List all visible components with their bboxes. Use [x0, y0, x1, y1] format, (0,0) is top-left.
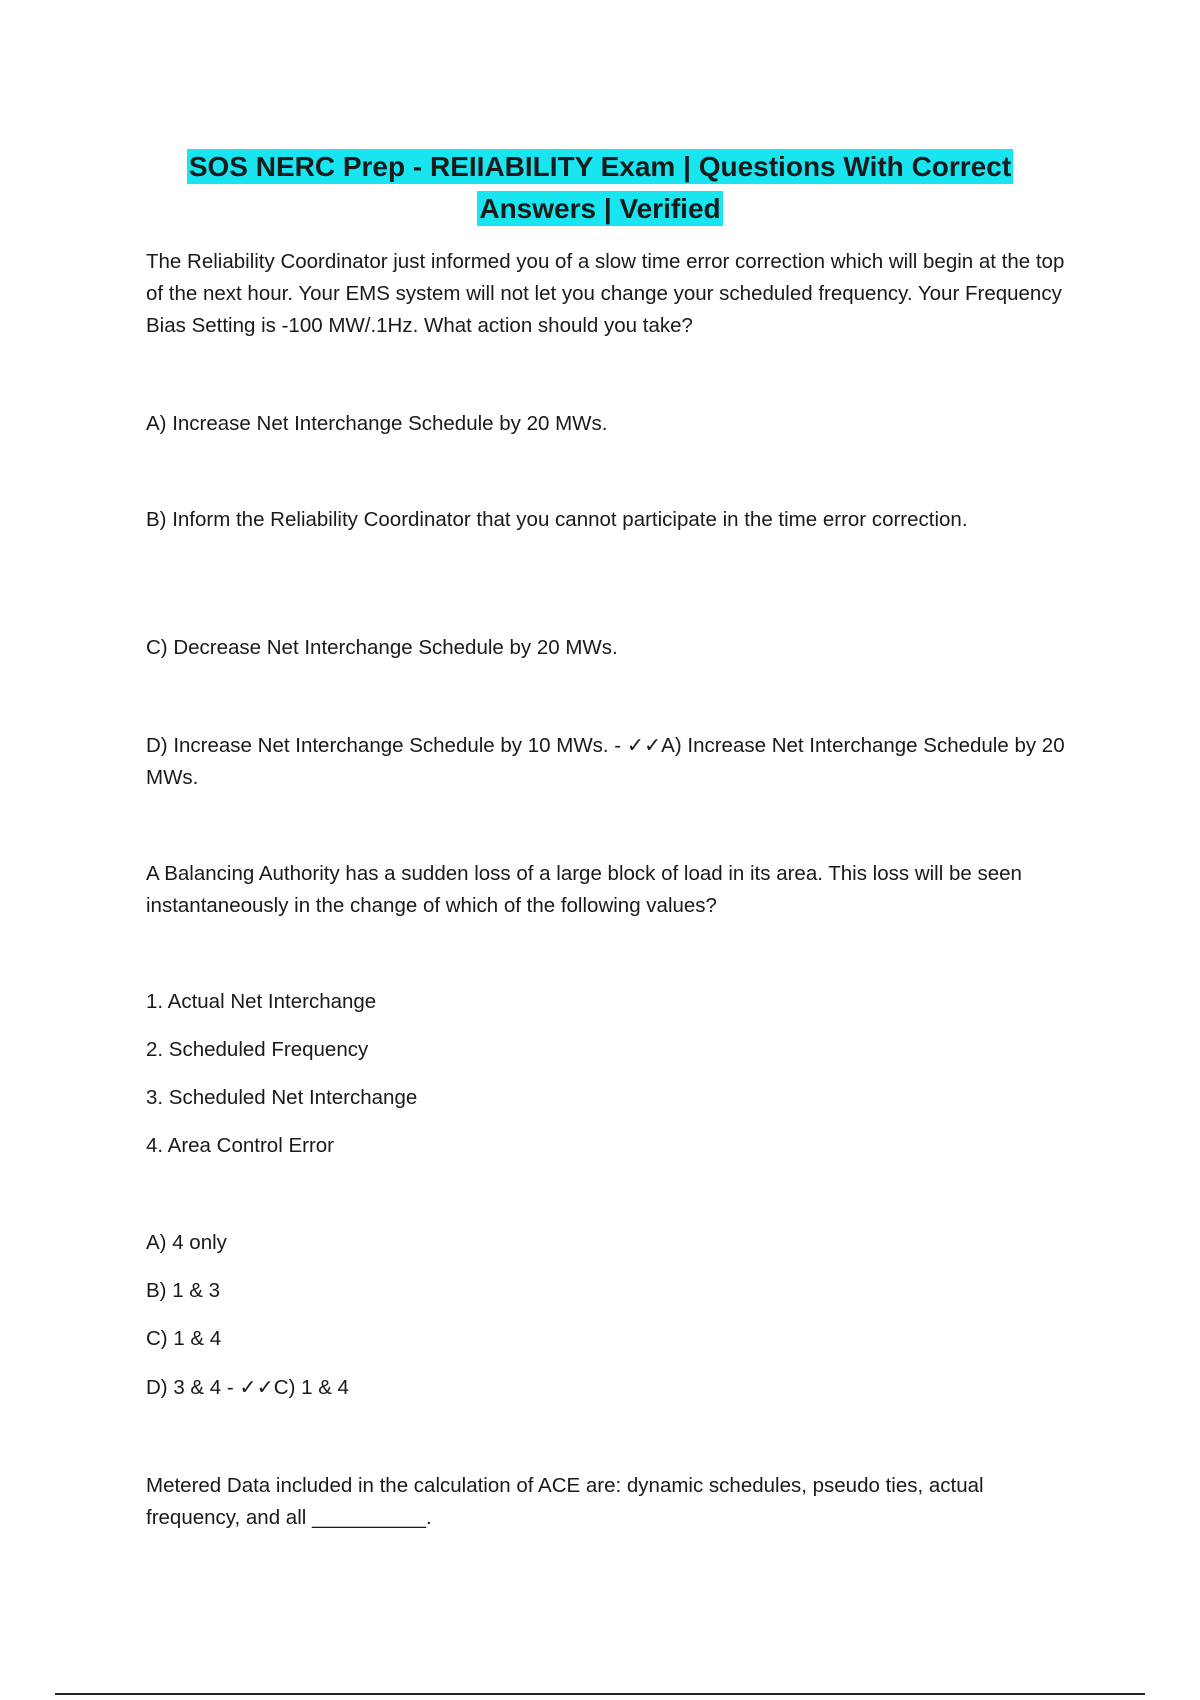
title-line-2: Answers | Verified: [479, 193, 721, 224]
question-2-item-1: 1. Actual Net Interchange: [146, 990, 377, 1013]
document-title: [140, 146, 1060, 230]
question-1-prompt: The Reliability Coordinator just informed you of a slow time error correction which will begin at the top of the next hour. Your EMS system will not let you change your scheduled frequency. Your Frequency Bias Setting is -100 MW/.1Hz. What action should you take?: [146, 250, 1065, 337]
question-2-prompt: A Balancing Authority has a sudden loss of a large block of load in its area. This loss will be seen instantaneously in the change of which of the following values?: [146, 862, 1022, 917]
question-2-option-b: B) 1 & 3: [146, 1279, 221, 1302]
question-1-option-a: A) Increase Net Interchange Schedule by 20 MWs.: [146, 412, 608, 435]
question-2-item-4: 4. Area Control Error: [146, 1134, 334, 1157]
question-2-option-a: A) 4 only: [146, 1231, 227, 1254]
bottom-divider: [55, 1693, 1145, 1695]
question-3-prompt: Metered Data included in the calculation of ACE are: dynamic schedules, pseudo ties, actual frequency, and all __________.: [146, 1474, 984, 1529]
question-1-option-c: C) Decrease Net Interchange Schedule by 20 MWs.: [146, 636, 618, 659]
question-2-item-3: 3. Scheduled Net Interchange: [146, 1086, 418, 1109]
question-2-option-d-answer: D) 3 & 4 - ✓✓C) 1 & 4: [146, 1376, 349, 1399]
question-2-option-c: C) 1 & 4: [146, 1327, 222, 1350]
title-line-1: SOS NERC Prep - REIIABILITY Exam | Questions With Correct: [188, 151, 1012, 182]
question-1-option-b: B) Inform the Reliability Coordinator that you cannot participate in the time error correction.: [146, 508, 968, 531]
question-1-option-d-answer: D) Increase Net Interchange Schedule by 10 MWs. - ✓✓A) Increase Net Interchange Schedule by 20 MWs.: [146, 734, 1065, 789]
question-2-item-2: 2. Scheduled Frequency: [146, 1038, 369, 1061]
